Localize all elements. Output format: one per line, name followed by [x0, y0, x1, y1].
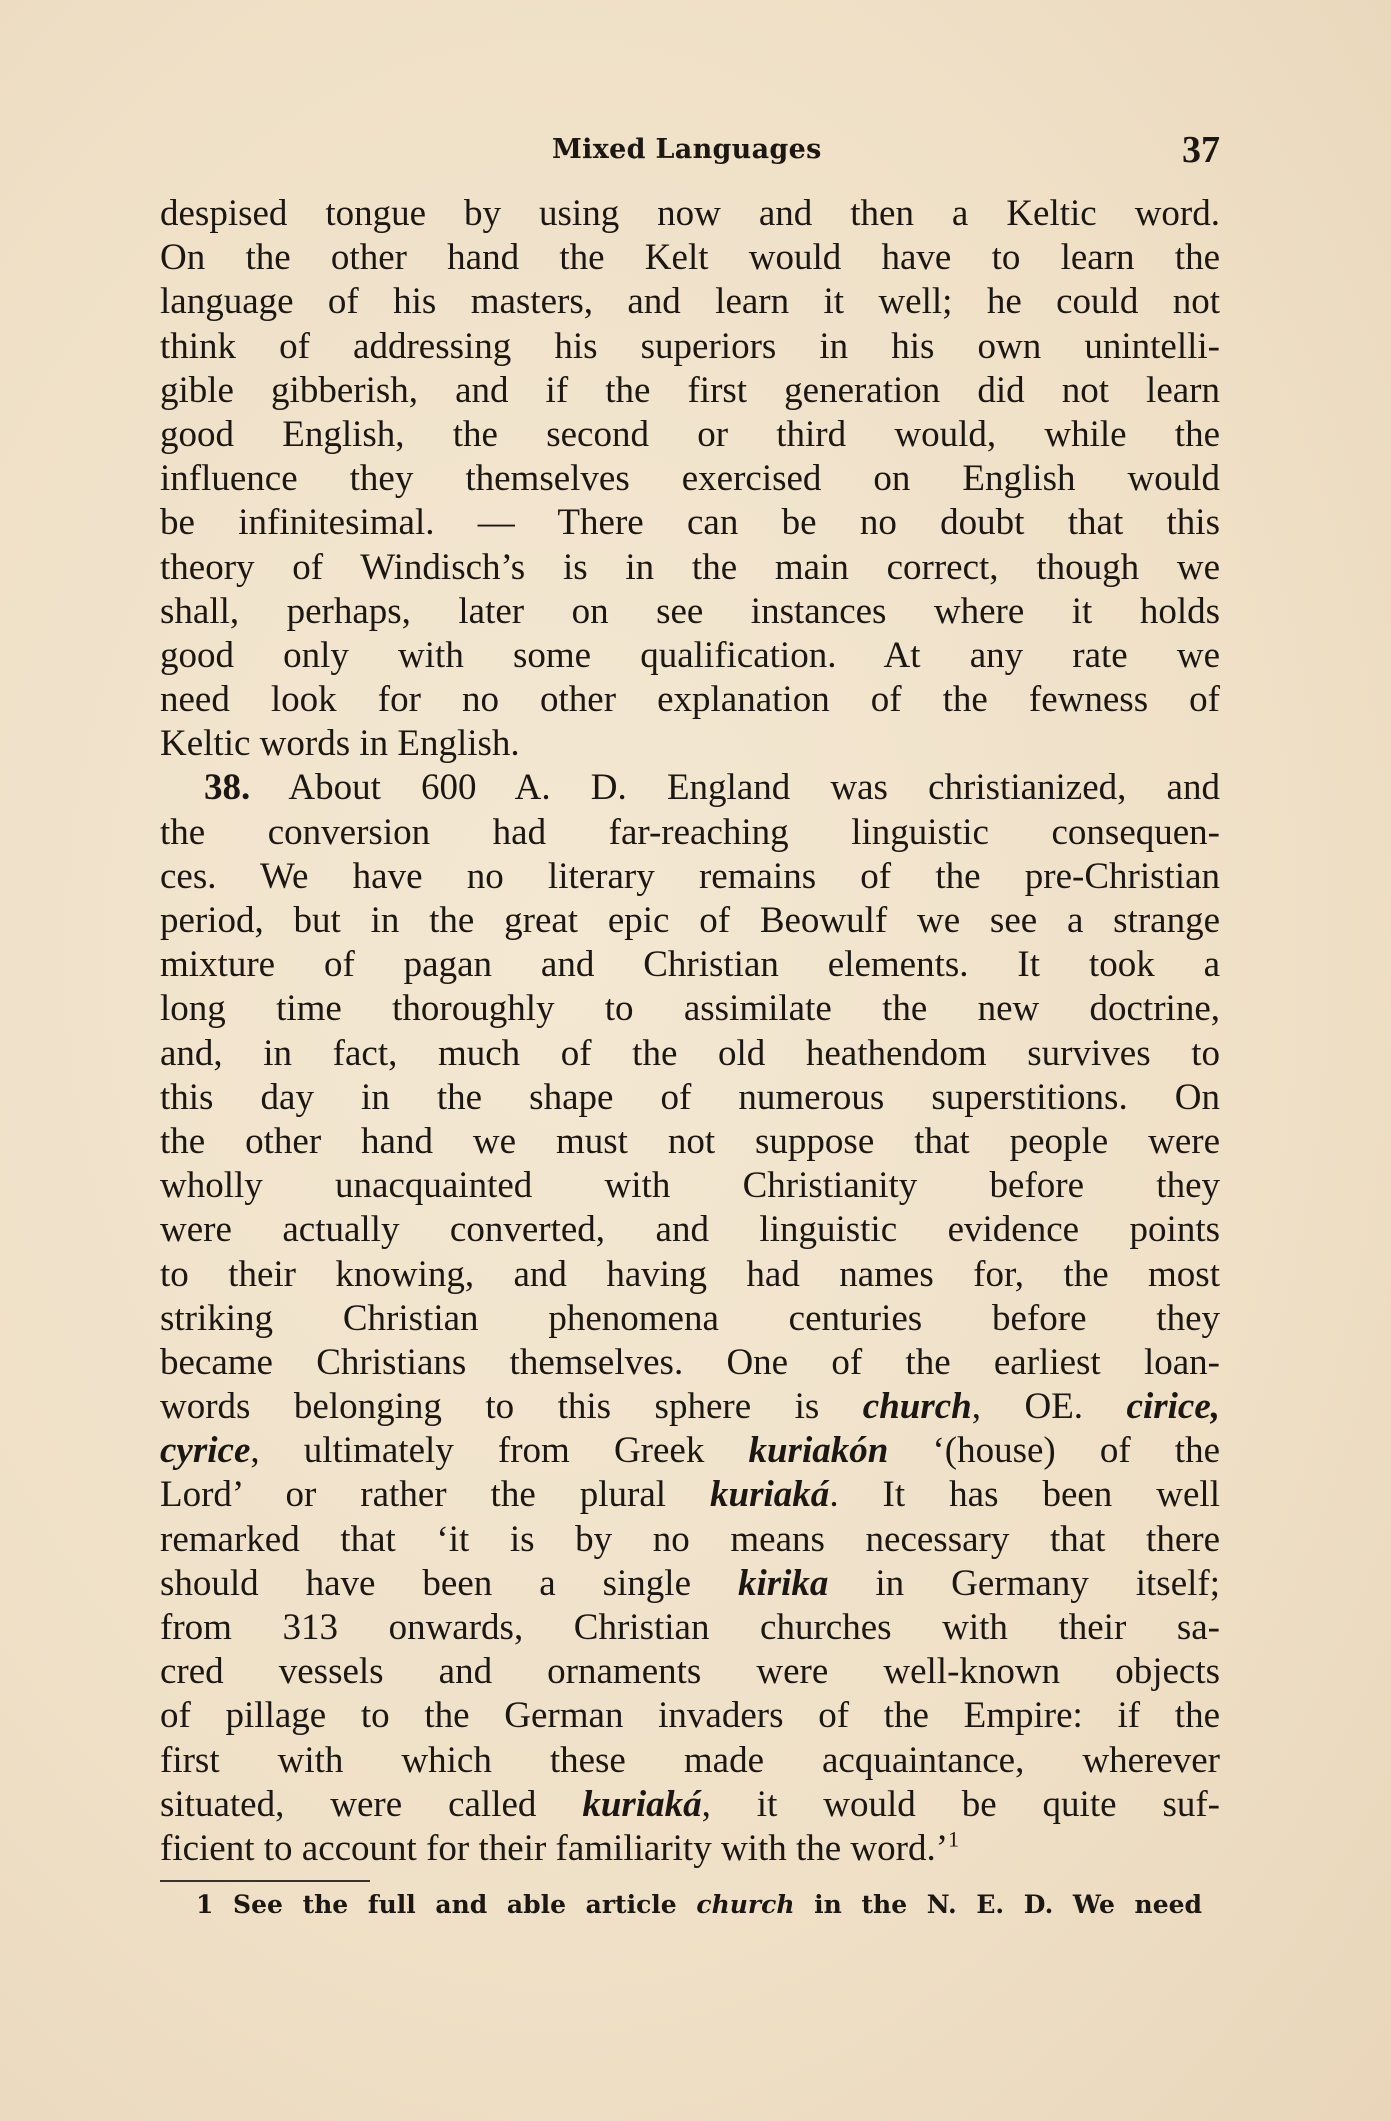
text-line: theory of Windisch’s is in the main correct, though we: [160, 546, 1220, 588]
text-line: influence they themselves exercised on English would: [160, 458, 1220, 500]
text-span: in Germany itself;: [828, 1562, 1220, 1604]
text-line: cred vessels and ornaments were well-known objects: [160, 1651, 1220, 1693]
body-text: [160, 192, 1220, 1871]
footnote: [196, 1890, 1202, 1919]
italic-word: kirika: [737, 1562, 829, 1604]
text-line: [160, 1562, 1220, 1606]
page-number: 37: [1182, 129, 1220, 171]
italic-word: kuriakón: [748, 1430, 889, 1472]
text-line: period, but in the great epic of Beowulf we see a strange: [160, 900, 1220, 941]
footnote-divider: [160, 1880, 370, 1882]
italic-word: kuriaká: [582, 1783, 702, 1825]
text-line: gible gibberish, and if the first generation did not learn: [160, 369, 1220, 411]
text-line: shall, perhaps, later on see instances where it holds: [160, 590, 1220, 632]
section-number: 38.: [204, 767, 251, 809]
text-line: became Christians themselves. One of the earliest loan-: [160, 1341, 1220, 1383]
text-line: wholly unacquainted with Christianity before they: [160, 1165, 1220, 1207]
text-line: [160, 1385, 1220, 1429]
text-span: should have been a single: [160, 1562, 738, 1604]
text-line: of pillage to the German invaders of the Empire: if the: [160, 1695, 1220, 1737]
text-span: Lord’ or rather the plural: [160, 1474, 711, 1516]
text-line: On the other hand the Kelt would have to learn the: [160, 237, 1220, 279]
text-line: first with which these made acquaintance, wherever: [160, 1739, 1220, 1781]
italic-word: church: [862, 1386, 972, 1428]
section-38-first-line: [160, 766, 1220, 810]
text-span: , ultimately from Greek: [250, 1430, 749, 1472]
text-line: the other hand we must not suppose that people were: [160, 1120, 1220, 1162]
text-span: See the full and able article: [213, 1890, 697, 1919]
text-line: [160, 1429, 1220, 1473]
text-span: . It has been well: [829, 1474, 1220, 1516]
italic-word: cyrice: [160, 1430, 251, 1472]
text-line: [160, 1783, 1220, 1827]
text-span: in the N. E. D. We need: [794, 1890, 1202, 1919]
footnote-marker: 1: [196, 1890, 214, 1919]
text-line: need look for no other explanation of the fewness of: [160, 679, 1220, 721]
text-line: good only with some qualification. At any rate we: [160, 634, 1220, 676]
text-line: remarked that ‘it is by no means necessary that there: [160, 1518, 1220, 1560]
text-line: language of his masters, and learn it well; he could not: [160, 281, 1220, 323]
text-span: ‘(house) of the: [888, 1430, 1220, 1472]
text-line: were actually converted, and linguistic evidence points: [160, 1209, 1220, 1251]
italic-word: church: [696, 1890, 795, 1919]
text-line: from 313 onwards, Christian churches with their sa-: [160, 1607, 1220, 1648]
text-span: , it would be quite suf-: [701, 1783, 1221, 1825]
text-line: Keltic words in English.: [160, 723, 520, 765]
text-line: and, in fact, much of the old heathendom survives to: [160, 1032, 1220, 1074]
text-line: the conversion had far-reaching linguistic consequen-: [160, 811, 1220, 853]
page-header: [160, 128, 1220, 178]
text-line: long time thoroughly to assimilate the new doctrine,: [160, 988, 1220, 1030]
text-span: , OE.: [971, 1386, 1127, 1428]
text-line: ces. We have no literary remains of the pre-Christian: [160, 855, 1220, 897]
text-line: think of addressing his superiors in his own unintelli-: [160, 325, 1220, 367]
text-line: this day in the shape of numerous superstitions. On: [160, 1076, 1220, 1118]
text-line: be infinitesimal. — There can be no doubt that this: [160, 502, 1220, 544]
text-span: ficient to account for their familiarity with the word.’: [160, 1827, 949, 1869]
text-line: despised tongue by using now and then a Keltic word.: [160, 193, 1220, 234]
text-line: mixture of pagan and Christian elements. It took a: [160, 944, 1220, 986]
italic-word: kuriaká: [710, 1474, 830, 1516]
text-line: [160, 1473, 1220, 1517]
text-span: situated, were called: [160, 1783, 583, 1825]
text-line: to their knowing, and having had names for, the most: [160, 1253, 1220, 1295]
text-line: striking Christian phenomena centuries before they: [160, 1297, 1220, 1339]
italic-word: cirice,: [1126, 1386, 1221, 1428]
text-line: [160, 1827, 1220, 1871]
footnote-reference[interactable]: 1: [948, 1826, 960, 1852]
running-title: Mixed Languages: [552, 134, 822, 165]
text-span: words belonging to this sphere is: [160, 1386, 863, 1428]
text-line: good English, the second or third would, while the: [160, 413, 1220, 455]
section-first-line-text: About 600 A. D. England was christianized, and: [288, 767, 1220, 809]
